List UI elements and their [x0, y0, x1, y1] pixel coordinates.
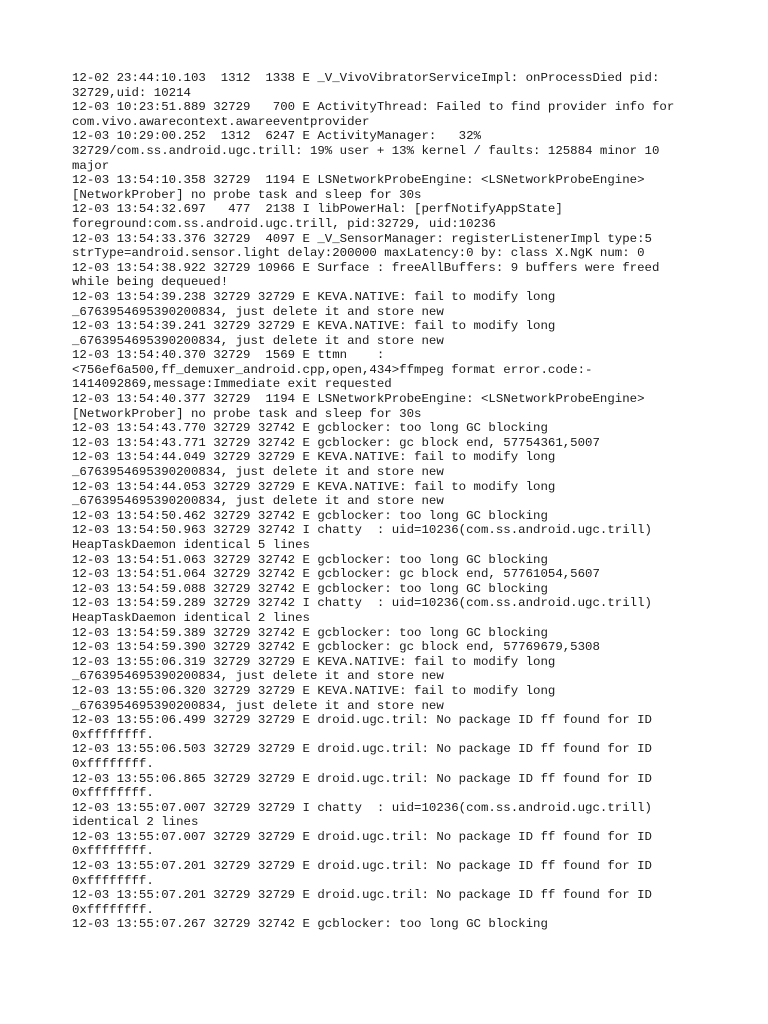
log-line: 12-03 13:54:44.053 32729 32729 E KEVA.NATIVE: fail to modify long	[72, 479, 556, 494]
log-output	[72, 71, 696, 932]
log-line: _6763954695390200834, just delete it and store new	[72, 465, 444, 480]
log-line: 12-03 13:55:06.503 32729 32729 E droid.ugc.tril: No package ID ff found for ID	[72, 742, 652, 757]
log-line: 0xffffffff.	[72, 727, 154, 742]
log-line: 12-03 13:54:51.063 32729 32742 E gcblocker: too long GC blocking	[72, 552, 548, 567]
log-line: 12-03 13:54:50.963 32729 32742 I chatty : uid=10236(com.ss.android.ugc.trill)	[72, 523, 652, 538]
log-line: 12-03 13:54:44.049 32729 32729 E KEVA.NATIVE: fail to modify long	[72, 450, 556, 465]
log-line: while being dequeued!	[72, 275, 229, 290]
log-line: strType=android.sensor.light delay:200000 maxLatency:0 by: class X.NgK num: 0	[72, 246, 645, 261]
log-line: 12-03 13:54:51.064 32729 32742 E gcblocker: gc block end, 57761054,5607	[72, 567, 600, 582]
log-line: 12-03 13:55:06.320 32729 32729 E KEVA.NATIVE: fail to modify long	[72, 683, 556, 698]
log-line: com.vivo.awarecontext.awareeventprovider	[72, 114, 370, 129]
log-line: HeapTaskDaemon identical 5 lines	[72, 538, 310, 552]
log-line: 32729/com.ss.android.ugc.trill: 19% user + 13% kernel / faults: 125884 minor 10	[72, 143, 660, 158]
log-line: 12-03 13:54:40.377 32729 1194 E LSNetworkProbeEngine: <LSNetworkProbeEngine>	[72, 392, 645, 407]
log-line: 12-03 13:55:06.499 32729 32729 E droid.ugc.tril: No package ID ff found for ID	[72, 713, 652, 728]
log-line: 12-03 10:29:00.252 1312 6247 E ActivityManager: 32%	[72, 129, 481, 144]
log-line: _6763954695390200834, just delete it and store new	[72, 698, 444, 713]
log-line: [NetworkProber] no probe task and sleep for 30s	[72, 406, 422, 421]
log-line: <756ef6a500,ff_demuxer_android.cpp,open,434>ffmpeg format error.code:-	[72, 362, 593, 377]
log-line: 12-03 13:55:07.007 32729 32729 I chatty : uid=10236(com.ss.android.ugc.trill)	[72, 800, 652, 815]
log-line: 12-03 13:54:10.358 32729 1194 E LSNetworkProbeEngine: <LSNetworkProbeEngine>	[72, 173, 645, 188]
log-line: 0xffffffff.	[72, 902, 154, 917]
log-line: 0xffffffff.	[72, 786, 154, 801]
log-line: _6763954695390200834, just delete it and store new	[72, 304, 444, 319]
log-line: 0xffffffff.	[72, 756, 154, 771]
log-line: 12-03 13:54:43.770 32729 32742 E gcblocker: too long GC blocking	[72, 421, 548, 436]
log-line: foreground:com.ss.android.ugc.trill, pid:32729, uid:10236	[72, 216, 496, 231]
log-line: 12-03 13:54:43.771 32729 32742 E gcblocker: gc block end, 57754361,5007	[72, 435, 600, 450]
log-line: 12-03 13:54:50.462 32729 32742 E gcblocker: too long GC blocking	[72, 508, 548, 523]
log-line: 12-03 13:54:33.376 32729 4097 E _V_SensorManager: registerListenerImpl type:5	[72, 231, 652, 246]
log-line: _6763954695390200834, just delete it and store new	[72, 494, 444, 509]
log-line: _6763954695390200834, just delete it and store new	[72, 333, 444, 348]
log-line: 12-03 13:54:40.370 32729 1569 E ttmn :	[72, 348, 385, 363]
log-line: _6763954695390200834, just delete it and store new	[72, 669, 444, 684]
log-line: 0xffffffff.	[72, 873, 154, 888]
log-line: 12-03 13:55:07.201 32729 32729 E droid.ugc.tril: No package ID ff found for ID	[72, 859, 652, 874]
log-line: 32729,uid: 10214	[72, 85, 191, 100]
log-line: 12-03 13:54:59.390 32729 32742 E gcblocker: gc block end, 57769679,5308	[72, 640, 600, 655]
log-line: major	[72, 158, 110, 173]
log-line: 12-03 13:54:59.389 32729 32742 E gcblocker: too long GC blocking	[72, 625, 548, 640]
log-line: HeapTaskDaemon identical 2 lines	[72, 610, 310, 625]
log-line: 12-03 13:55:07.007 32729 32729 E droid.ugc.tril: No package ID ff found for ID	[72, 829, 652, 844]
log-line: 12-02 23:44:10.103 1312 1338 E _V_VivoVibratorServiceImpl: onProcessDied pid:	[72, 71, 660, 85]
log-line: identical 2 lines	[72, 815, 199, 830]
log-line: [NetworkProber] no probe task and sleep for 30s	[72, 187, 422, 202]
log-line: 0xffffffff.	[72, 844, 154, 859]
log-line: 12-03 13:55:07.201 32729 32729 E droid.ugc.tril: No package ID ff found for ID	[72, 888, 652, 903]
log-line: 12-03 13:54:59.088 32729 32742 E gcblocker: too long GC blocking	[72, 581, 548, 596]
log-line: 12-03 13:54:32.697 477 2138 I libPowerHal: [perfNotifyAppState]	[72, 202, 563, 217]
log-line: 12-03 13:54:39.238 32729 32729 E KEVA.NATIVE: fail to modify long	[72, 289, 556, 304]
log-line: 12-03 13:55:06.319 32729 32729 E KEVA.NATIVE: fail to modify long	[72, 654, 556, 669]
log-line: 1414092869,message:Immediate exit requested	[72, 377, 392, 392]
log-line: 12-03 10:23:51.889 32729 700 E ActivityThread: Failed to find provider info for	[72, 100, 675, 115]
log-line: 12-03 13:54:59.289 32729 32742 I chatty : uid=10236(com.ss.android.ugc.trill)	[72, 596, 652, 611]
log-line: 12-03 13:55:06.865 32729 32729 E droid.ugc.tril: No package ID ff found for ID	[72, 771, 652, 786]
log-line: 12-03 13:54:39.241 32729 32729 E KEVA.NATIVE: fail to modify long	[72, 319, 556, 334]
log-line: 12-03 13:54:38.922 32729 10966 E Surface : freeAllBuffers: 9 buffers were freed	[72, 260, 660, 275]
log-line: 12-03 13:55:07.267 32729 32742 E gcblocker: too long GC blocking	[72, 917, 548, 932]
